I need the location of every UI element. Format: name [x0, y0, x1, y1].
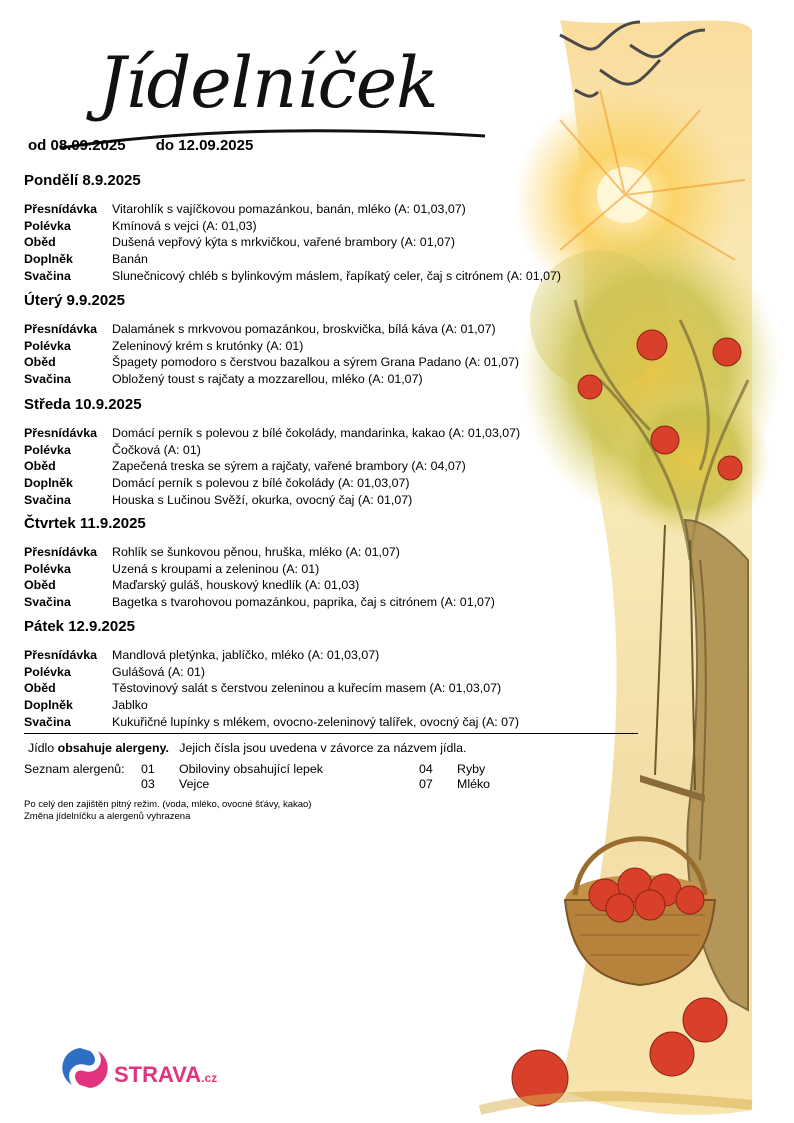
meal-text: Dušená vepřový kýta s mrkvičkou, vařené brambory (A: 01,07) — [112, 235, 455, 250]
allergen-code: 07 — [419, 777, 433, 791]
meal-label: Oběd — [24, 681, 56, 696]
meal-label: Doplněk — [24, 252, 73, 267]
meal-text: Kmínová s vejci (A: 01,03) — [112, 218, 257, 233]
strava-logo-text[interactable]: STRAVA.cz — [114, 1062, 218, 1087]
meal-row — [24, 561, 319, 577]
meal-row — [24, 594, 495, 610]
allergen-code: 01 — [141, 762, 155, 776]
allergen-code: 03 — [141, 777, 155, 791]
allergen-note: Jídlo obsahuje alergeny. Jejich čísla jsou uvedena v závorce za názvem jídla. — [28, 741, 467, 755]
meal-label: Oběd — [24, 578, 56, 593]
date-from: od 08.09.2025 — [28, 137, 126, 154]
meal-text: Maďarský guláš, houskový knedlík (A: 01,03) — [112, 578, 360, 593]
meal-label: Přesnídávka — [24, 648, 98, 662]
meal-text: Rohlík se šunkovou pěnou, hruška, mléko (A: 01,07) — [112, 545, 400, 559]
meal-text: Zapečená treska se sýrem a rajčaty, vařené brambory (A: 04,07) — [112, 459, 466, 474]
meal-text: Zeleninový krém s krutónky (A: 01) — [112, 338, 304, 353]
meal-row — [24, 251, 148, 267]
page-title: Jídelníček — [98, 42, 438, 124]
day-heading: Středa 10.9.2025 — [24, 396, 142, 413]
meal-text: Špagety pomodoro s čerstvou bazalkou a sýrem Grana Padano (A: 01,07) — [112, 355, 520, 370]
meal-row — [24, 218, 257, 234]
meal-text: Čočková (A: 01) — [112, 442, 201, 457]
meal-text: Domácí perník s polevou z bílé čokolády (A: 01,03,07) — [112, 476, 410, 491]
meal-row — [24, 492, 412, 508]
meal-text: Houska s Lučinou Svěží, okurka, ovocný čaj (A: 01,07) — [112, 492, 413, 507]
meal-row — [24, 425, 520, 441]
meal-text: Slunečnicový chléb s bylinkovým máslem, řapíkatý celer, čaj s citrónem (A: 01,07) — [112, 268, 561, 283]
meal-row — [24, 697, 148, 713]
allergen-name: Ryby — [457, 762, 486, 776]
meal-label: Svačina — [24, 268, 71, 283]
day-heading: Úterý 9.9.2025 — [24, 292, 125, 309]
meal-row — [24, 544, 400, 560]
meal-text: Gulášová (A: 01) — [112, 664, 205, 679]
meal-label: Doplněk — [24, 698, 73, 713]
meal-row — [24, 442, 201, 458]
meal-row — [24, 647, 379, 663]
date-range — [28, 137, 279, 154]
meal-label: Polévka — [24, 664, 71, 679]
allergen-name: Mléko — [457, 777, 491, 791]
meal-row — [24, 458, 466, 474]
allergen-name: Vejce — [179, 777, 210, 791]
meal-label: Přesnídávka — [24, 545, 98, 559]
meal-row — [24, 475, 410, 491]
day-heading: Čtvrtek 11.9.2025 — [24, 515, 146, 532]
meal-row — [24, 664, 205, 680]
meal-row — [24, 354, 519, 370]
day-heading: Pátek 12.9.2025 — [24, 618, 135, 635]
meal-label: Přesnídávka — [24, 322, 98, 336]
meal-row — [24, 338, 303, 354]
drinking-note: Po celý den zajištěn pitný režim. (voda, mléko, ovocné šťávy, kakao) — [24, 799, 312, 810]
change-note: Změna jídelníčku a alergenů vyhrazena — [24, 811, 191, 822]
meal-label: Svačina — [24, 714, 71, 729]
meal-label: Oběd — [24, 235, 56, 250]
meal-row — [24, 371, 423, 387]
meal-label: Polévka — [24, 338, 71, 353]
meal-label: Doplněk — [24, 476, 73, 491]
meal-text: Domácí perník s polevou z bílé čokolády, mandarinka, kakao (A: 01,03,07) — [112, 426, 521, 440]
day-heading: Pondělí 8.9.2025 — [24, 172, 141, 189]
meal-text: Jablko — [112, 698, 148, 713]
divider — [24, 733, 638, 734]
meal-text: Uzená s kroupami a zeleninou (A: 01) — [112, 561, 320, 576]
meal-label: Svačina — [24, 372, 71, 387]
meal-text: Mandlová pletýnka, jablíčko, mléko (A: 01,03,07) — [112, 648, 380, 662]
meal-row — [24, 268, 561, 284]
meal-row — [24, 201, 466, 217]
meal-row — [24, 577, 359, 593]
meal-row — [24, 680, 501, 696]
meal-text: Těstovinový salát s čerstvou zeleninou a kuřecím masem (A: 01,03,07) — [112, 681, 502, 696]
meal-label: Přesnídávka — [24, 426, 98, 440]
meal-label: Svačina — [24, 492, 71, 507]
meal-text: Vitarohlík s vajíčkovou pomazánkou, banán, mléko (A: 01,03,07) — [112, 202, 466, 216]
meal-label: Polévka — [24, 218, 71, 233]
meal-label: Oběd — [24, 459, 56, 474]
meal-text: Banán — [112, 252, 148, 267]
date-to: do 12.09.2025 — [155, 137, 254, 154]
meal-label: Přesnídávka — [24, 202, 98, 216]
meal-row — [24, 321, 496, 337]
meal-row — [24, 234, 455, 250]
meal-label: Svačina — [24, 595, 71, 610]
meal-label: Polévka — [24, 442, 71, 457]
meal-text: Bagetka s tvarohovou pomazánkou, paprika, čaj s citrónem (A: 01,07) — [112, 595, 495, 610]
meal-row — [24, 714, 519, 730]
meal-text: Dalamánek s mrkvovou pomazánkou, broskvička, bílá káva (A: 01,07) — [112, 322, 496, 336]
meal-label: Oběd — [24, 355, 56, 370]
allergen-name: Obiloviny obsahující lepek — [179, 762, 323, 776]
allergen-list-label: Seznam alergenů: — [24, 762, 125, 776]
meal-text: Kukuřičné lupínky s mlékem, ovocno-zeleninový talířek, ovocný čaj (A: 07) — [112, 714, 520, 729]
meal-text: Obložený toust s rajčaty a mozzarellou, mléko (A: 01,07) — [112, 372, 423, 387]
meal-label: Polévka — [24, 561, 71, 576]
allergen-code: 04 — [419, 762, 433, 776]
